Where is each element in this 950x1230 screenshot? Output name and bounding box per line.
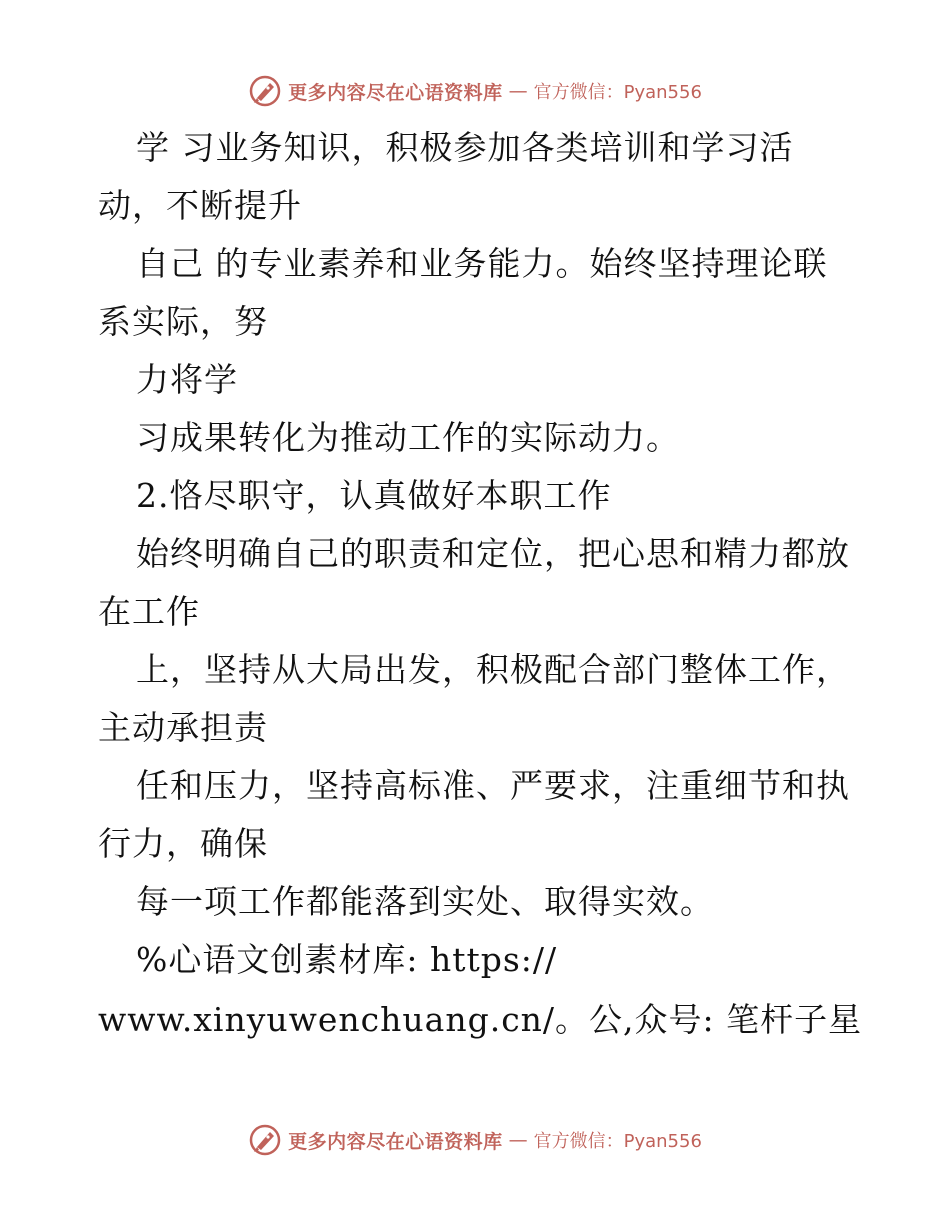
body-line-4: 系实际，努 xyxy=(98,302,268,341)
body-line-13: 行力，确保 xyxy=(98,824,268,863)
body-line-2: 动，不断提升 xyxy=(98,186,302,225)
page-footer-banner xyxy=(0,1120,950,1160)
pen-nib-logo-icon xyxy=(248,74,282,108)
section-heading: 2.恪尽职守，认真做好本职工作 xyxy=(136,476,612,515)
header-wechat-text: 官方微信：Pyan556 xyxy=(533,82,702,103)
body-line-1: 学 习业务知识，积极参加各类培训和学习活 xyxy=(136,128,794,167)
body-line-8: 始终明确自己的职责和定位，把心思和精力都放 xyxy=(136,534,850,573)
body-line-3: 自己 的专业素养和业务能力。始终坚持理论联 xyxy=(136,244,828,283)
body-line-12: 任和压力，坚持高标准、严要求，注重细节和执 xyxy=(136,766,850,805)
body-line-10: 上，坚持从大局出发，积极配合部门整体工作， xyxy=(136,650,850,689)
source-url-line: www.xinyuwenchuang.cn/。公,众号: 笔杆子星 xyxy=(98,1000,863,1039)
footer-wechat-text: 官方微信：Pyan556 xyxy=(533,1131,702,1152)
body-line-9: 在工作 xyxy=(98,592,200,631)
body-line-14: 每一项工作都能落到实处、取得实效。 xyxy=(136,882,714,921)
header-site-text: 更多内容尽在心语资料库 xyxy=(288,81,503,104)
body-line-5: 力将学 xyxy=(136,360,238,399)
pen-nib-logo-icon xyxy=(248,1123,282,1157)
header-dash: — xyxy=(508,80,528,102)
page-header-banner xyxy=(0,71,950,111)
body-line-6: 习成果转化为推动工作的实际动力。 xyxy=(136,418,680,457)
body-line-11: 主动承担责 xyxy=(98,708,268,747)
header-banner-inner xyxy=(248,74,702,108)
footer-dash: — xyxy=(508,1129,528,1151)
footer-banner-inner xyxy=(248,1123,702,1157)
footer-site-text: 更多内容尽在心语资料库 xyxy=(288,1130,503,1153)
source-line: %心语文创素材库: https:// xyxy=(136,940,558,979)
